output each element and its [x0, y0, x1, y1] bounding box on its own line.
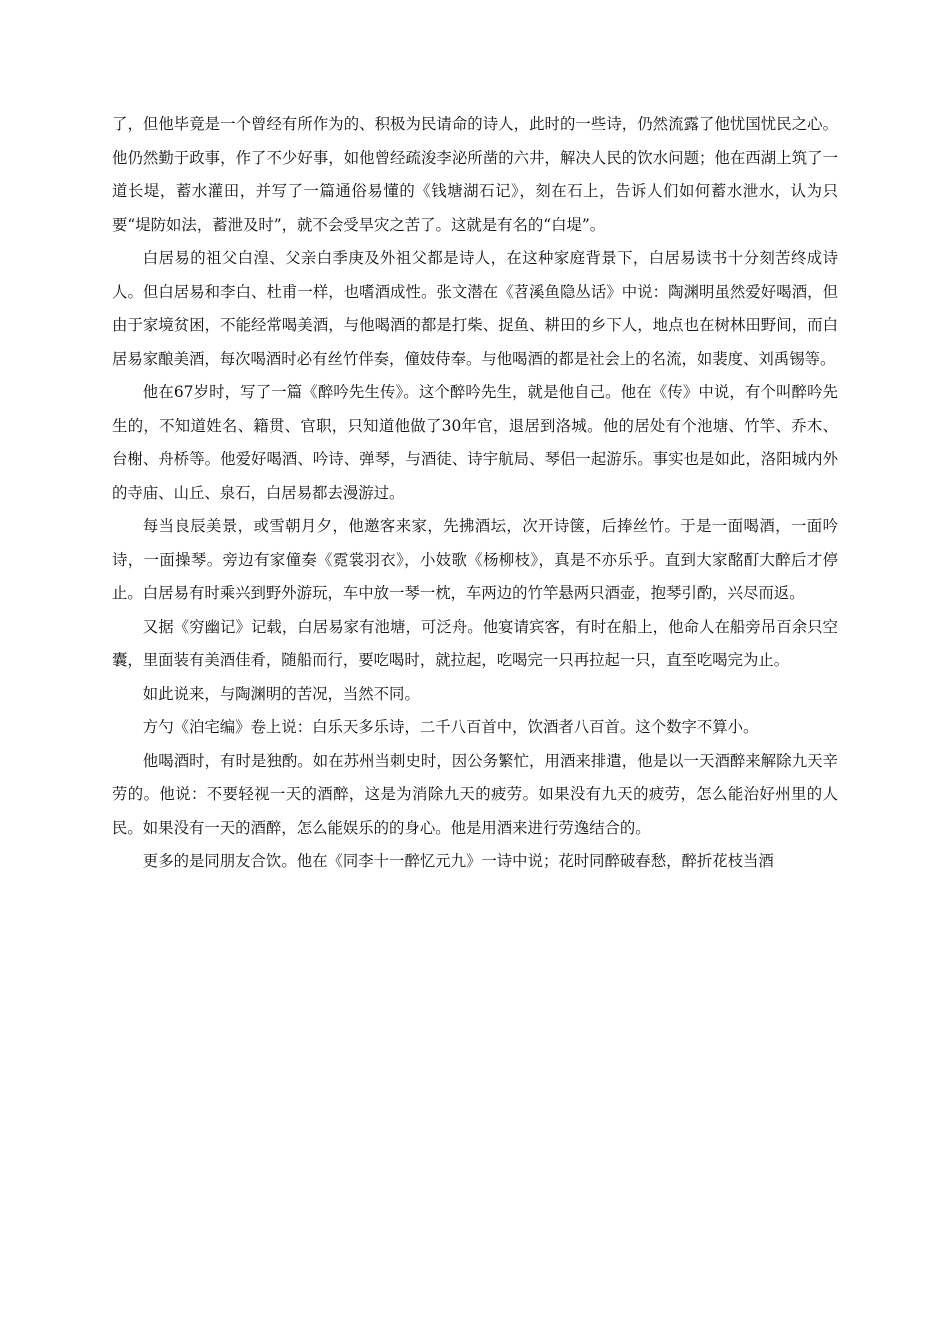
- paragraph-6: 如此说来，与陶渊明的苦况，当然不同。: [142, 684, 420, 703]
- paragraph-5: 又据《穷幽记》记载，白居易家有池塘，可泛舟。他宴请宾客，有时在船上，他命人在船旁吊百余只空囊，里面装有美酒佳肴，随船而行，要吃喝时，就拉起，吃喝完一只再拉起一只，直至吃喝完为止。: [112, 617, 838, 669]
- paragraph-8: 他喝酒时，有时是独酌。如在苏州当刺史时，因公务繁忙，用酒来排遣，他是以一天酒醉来解除九天辛劳的。他说：不要轻视一天的酒醉，这是为消除九天的疲劳。如果没有九天的疲劳，怎么能治好州里的人民。如果没有一天的酒醉，怎么能娱乐的的身心。他是用酒来进行劳逸结合的。: [112, 751, 838, 837]
- paragraph-9: 更多的是同朋友合饮。他在《同李十一醉忆元九》一诗中说；花时同醉破春愁，醉折花枝当酒: [142, 852, 774, 870]
- paragraph-3: 他在67岁时，写了一篇《醉吟先生传》。这个醉吟先生，就是他自己。他在《传》中说，有个叫醉吟先生的，不知道姓名、籍贯、官职，只知道他做了30年官，退居到洛城。他的居处有个池塘、竹竿、乔木、台榭、舟桥等。他爱好喝酒、吟诗、弹琴，与酒徒、诗宇航局、琴侣一起游乐。事实也是如此，洛阳城内外的寺庙、山丘、泉石，白居易都去漫游过。: [112, 383, 838, 502]
- article-body: [112, 108, 838, 879]
- paragraph-7: 方勺《泊宅编》卷上说：白乐天多乐诗，二千八百首中，饮酒者八百首。这个数字不算小。: [142, 718, 759, 736]
- paragraph-4: 每当良辰美景，或雪朝月夕，他邀客来家，先拂酒坛，次开诗箧，后捧丝竹。于是一面喝酒，一面吟诗，一面操琴。旁边有家僮奏《霓裳羽衣》，小妓歌《杨柳枝》，真是不亦乐乎。直到大家酩酊大醉后才停止。白居易有时乘兴到野外游玩，车中放一琴一枕，车两边的竹竿悬两只酒壶，抱琴引酌，兴尽而返。: [112, 517, 838, 602]
- paragraph-1: 了，但他毕竟是一个曾经有所作为的、积极为民请命的诗人，此时的一些诗，仍然流露了他忧国忧民之心。他仍然勤于政事，作了不少好事，如他曾经疏浚李泌所凿的六井，解决人民的饮水问题；他在西湖上筑了一道长堤，蓄水灌田，并写了一篇通俗易懂的《钱塘湖石记》，刻在石上，告诉人们如何蓄水泄水，认为只要“堤防如法，蓄泄及时”，就不会受旱灾之苦了。这就是有名的“白堤”。: [112, 115, 838, 234]
- paragraph-2: 白居易的祖父白湟、父亲白季庚及外祖父都是诗人，在这种家庭背景下，白居易读书十分刻苦终成诗人。但白居易和李白、杜甫一样，也嗜酒成性。张文潜在《苕溪鱼隐丛话》中说：陶渊明虽然爱好喝酒，但由于家境贫困，不能经常喝美酒，与他喝酒的都是打柴、捉鱼、耕田的乡下人，地点也在树林田野间，而白居易家酿美酒，每次喝酒时必有丝竹伴奏，僮妓侍奉。与他喝酒的都是社会上的名流，如裴度、刘禹锡等。: [112, 249, 838, 368]
